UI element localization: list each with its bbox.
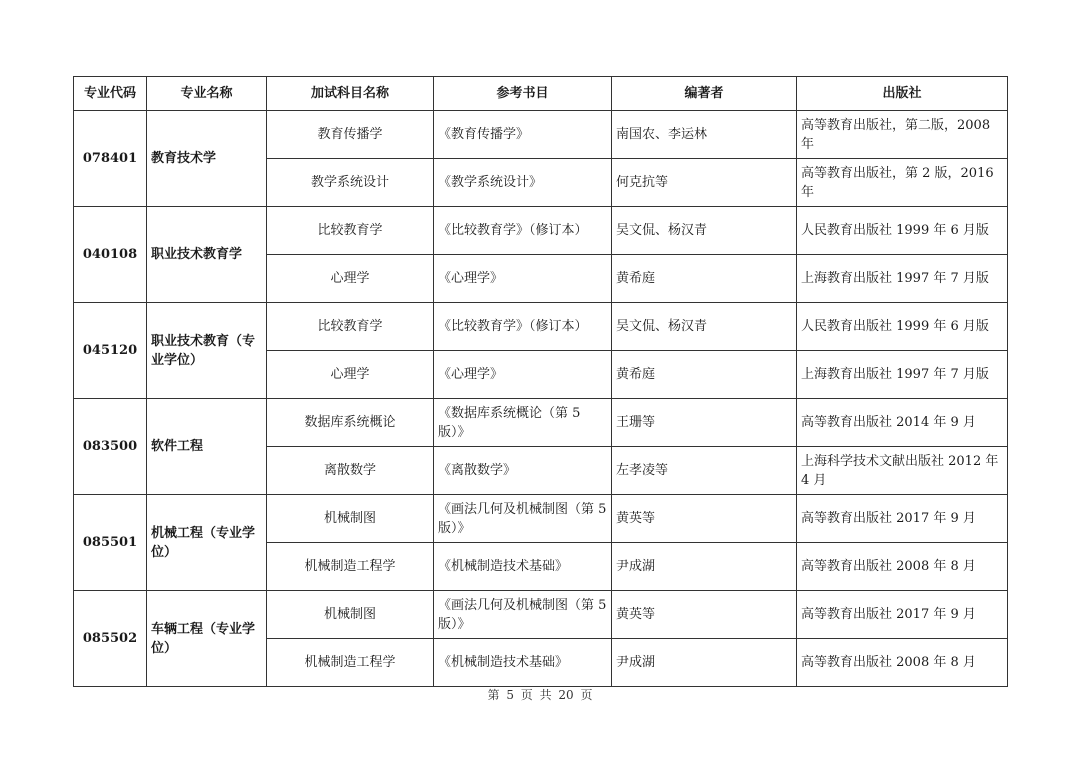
header-code: 专业代码 xyxy=(74,77,147,111)
major-code: 078401 xyxy=(74,111,147,207)
table-row xyxy=(74,591,1008,639)
major-name: 机械工程（专业学位） xyxy=(147,495,267,591)
book-cell: 《数据库系统概论（第 5 版）》 xyxy=(434,399,612,447)
author-cell: 黄希庭 xyxy=(612,255,797,303)
major-name: 车辆工程（专业学位） xyxy=(147,591,267,687)
book-cell: 《离散数学》 xyxy=(434,447,612,495)
header-author: 编著者 xyxy=(612,77,797,111)
author-cell: 南国农、李运林 xyxy=(612,111,797,159)
publisher-cell: 上海教育出版社 1997 年 7 月版 xyxy=(797,351,1008,399)
publisher-cell: 上海教育出版社 1997 年 7 月版 xyxy=(797,255,1008,303)
header-book: 参考书目 xyxy=(434,77,612,111)
publisher-cell: 上海科学技术文献出版社 2012 年 4 月 xyxy=(797,447,1008,495)
subject-cell: 机械制造工程学 xyxy=(267,639,434,687)
book-cell: 《心理学》 xyxy=(434,351,612,399)
publisher-cell: 高等教育出版社，第 2 版，2016 年 xyxy=(797,159,1008,207)
book-cell: 《画法几何及机械制图（第 5 版）》 xyxy=(434,495,612,543)
subject-cell: 心理学 xyxy=(267,351,434,399)
header-subject: 加试科目名称 xyxy=(267,77,434,111)
major-code: 045120 xyxy=(74,303,147,399)
publisher-cell: 高等教育出版社 2008 年 8 月 xyxy=(797,543,1008,591)
subject-cell: 心理学 xyxy=(267,255,434,303)
subject-cell: 离散数学 xyxy=(267,447,434,495)
publisher-cell: 高等教育出版社，第二版，2008 年 xyxy=(797,111,1008,159)
major-code: 085502 xyxy=(74,591,147,687)
major-name: 软件工程 xyxy=(147,399,267,495)
author-cell: 尹成湖 xyxy=(612,543,797,591)
table-header-row xyxy=(74,77,1008,111)
table-row xyxy=(74,207,1008,255)
author-cell: 吴文侃、杨汉青 xyxy=(612,303,797,351)
author-cell: 尹成湖 xyxy=(612,639,797,687)
author-cell: 黄英等 xyxy=(612,591,797,639)
major-name: 职业技术教育（专业学位） xyxy=(147,303,267,399)
book-cell: 《心理学》 xyxy=(434,255,612,303)
subject-cell: 比较教育学 xyxy=(267,207,434,255)
author-cell: 黄英等 xyxy=(612,495,797,543)
page-number-footer: 第 5 页 共 20 页 xyxy=(487,688,593,702)
book-cell: 《画法几何及机械制图（第 5 版）》 xyxy=(434,591,612,639)
publisher-cell: 高等教育出版社 2008 年 8 月 xyxy=(797,639,1008,687)
publisher-cell: 高等教育出版社 2017 年 9 月 xyxy=(797,495,1008,543)
author-cell: 何克抗等 xyxy=(612,159,797,207)
book-cell: 《教学系统设计》 xyxy=(434,159,612,207)
exam-subject-table xyxy=(73,76,1008,687)
book-cell: 《教育传播学》 xyxy=(434,111,612,159)
table-row xyxy=(74,495,1008,543)
table-row xyxy=(74,303,1008,351)
book-cell: 《机械制造技术基础》 xyxy=(434,543,612,591)
major-code: 085501 xyxy=(74,495,147,591)
subject-cell: 数据库系统概论 xyxy=(267,399,434,447)
publisher-cell: 人民教育出版社 1999 年 6 月版 xyxy=(797,303,1008,351)
subject-cell: 比较教育学 xyxy=(267,303,434,351)
subject-cell: 机械制图 xyxy=(267,591,434,639)
major-code: 040108 xyxy=(74,207,147,303)
book-cell: 《比较教育学》（修订本） xyxy=(434,207,612,255)
author-cell: 吴文侃、杨汉青 xyxy=(612,207,797,255)
publisher-cell: 高等教育出版社 2014 年 9 月 xyxy=(797,399,1008,447)
author-cell: 黄希庭 xyxy=(612,351,797,399)
major-name: 教育技术学 xyxy=(147,111,267,207)
subject-cell: 机械制造工程学 xyxy=(267,543,434,591)
subject-cell: 教学系统设计 xyxy=(267,159,434,207)
book-cell: 《比较教育学》（修订本） xyxy=(434,303,612,351)
publisher-cell: 高等教育出版社 2017 年 9 月 xyxy=(797,591,1008,639)
major-code: 083500 xyxy=(74,399,147,495)
author-cell: 王珊等 xyxy=(612,399,797,447)
header-publisher: 出版社 xyxy=(797,77,1008,111)
major-name: 职业技术教育学 xyxy=(147,207,267,303)
table-row xyxy=(74,111,1008,159)
subject-cell: 机械制图 xyxy=(267,495,434,543)
subject-cell: 教育传播学 xyxy=(267,111,434,159)
table-row xyxy=(74,399,1008,447)
publisher-cell: 人民教育出版社 1999 年 6 月版 xyxy=(797,207,1008,255)
author-cell: 左孝凌等 xyxy=(612,447,797,495)
header-name: 专业名称 xyxy=(147,77,267,111)
book-cell: 《机械制造技术基础》 xyxy=(434,639,612,687)
